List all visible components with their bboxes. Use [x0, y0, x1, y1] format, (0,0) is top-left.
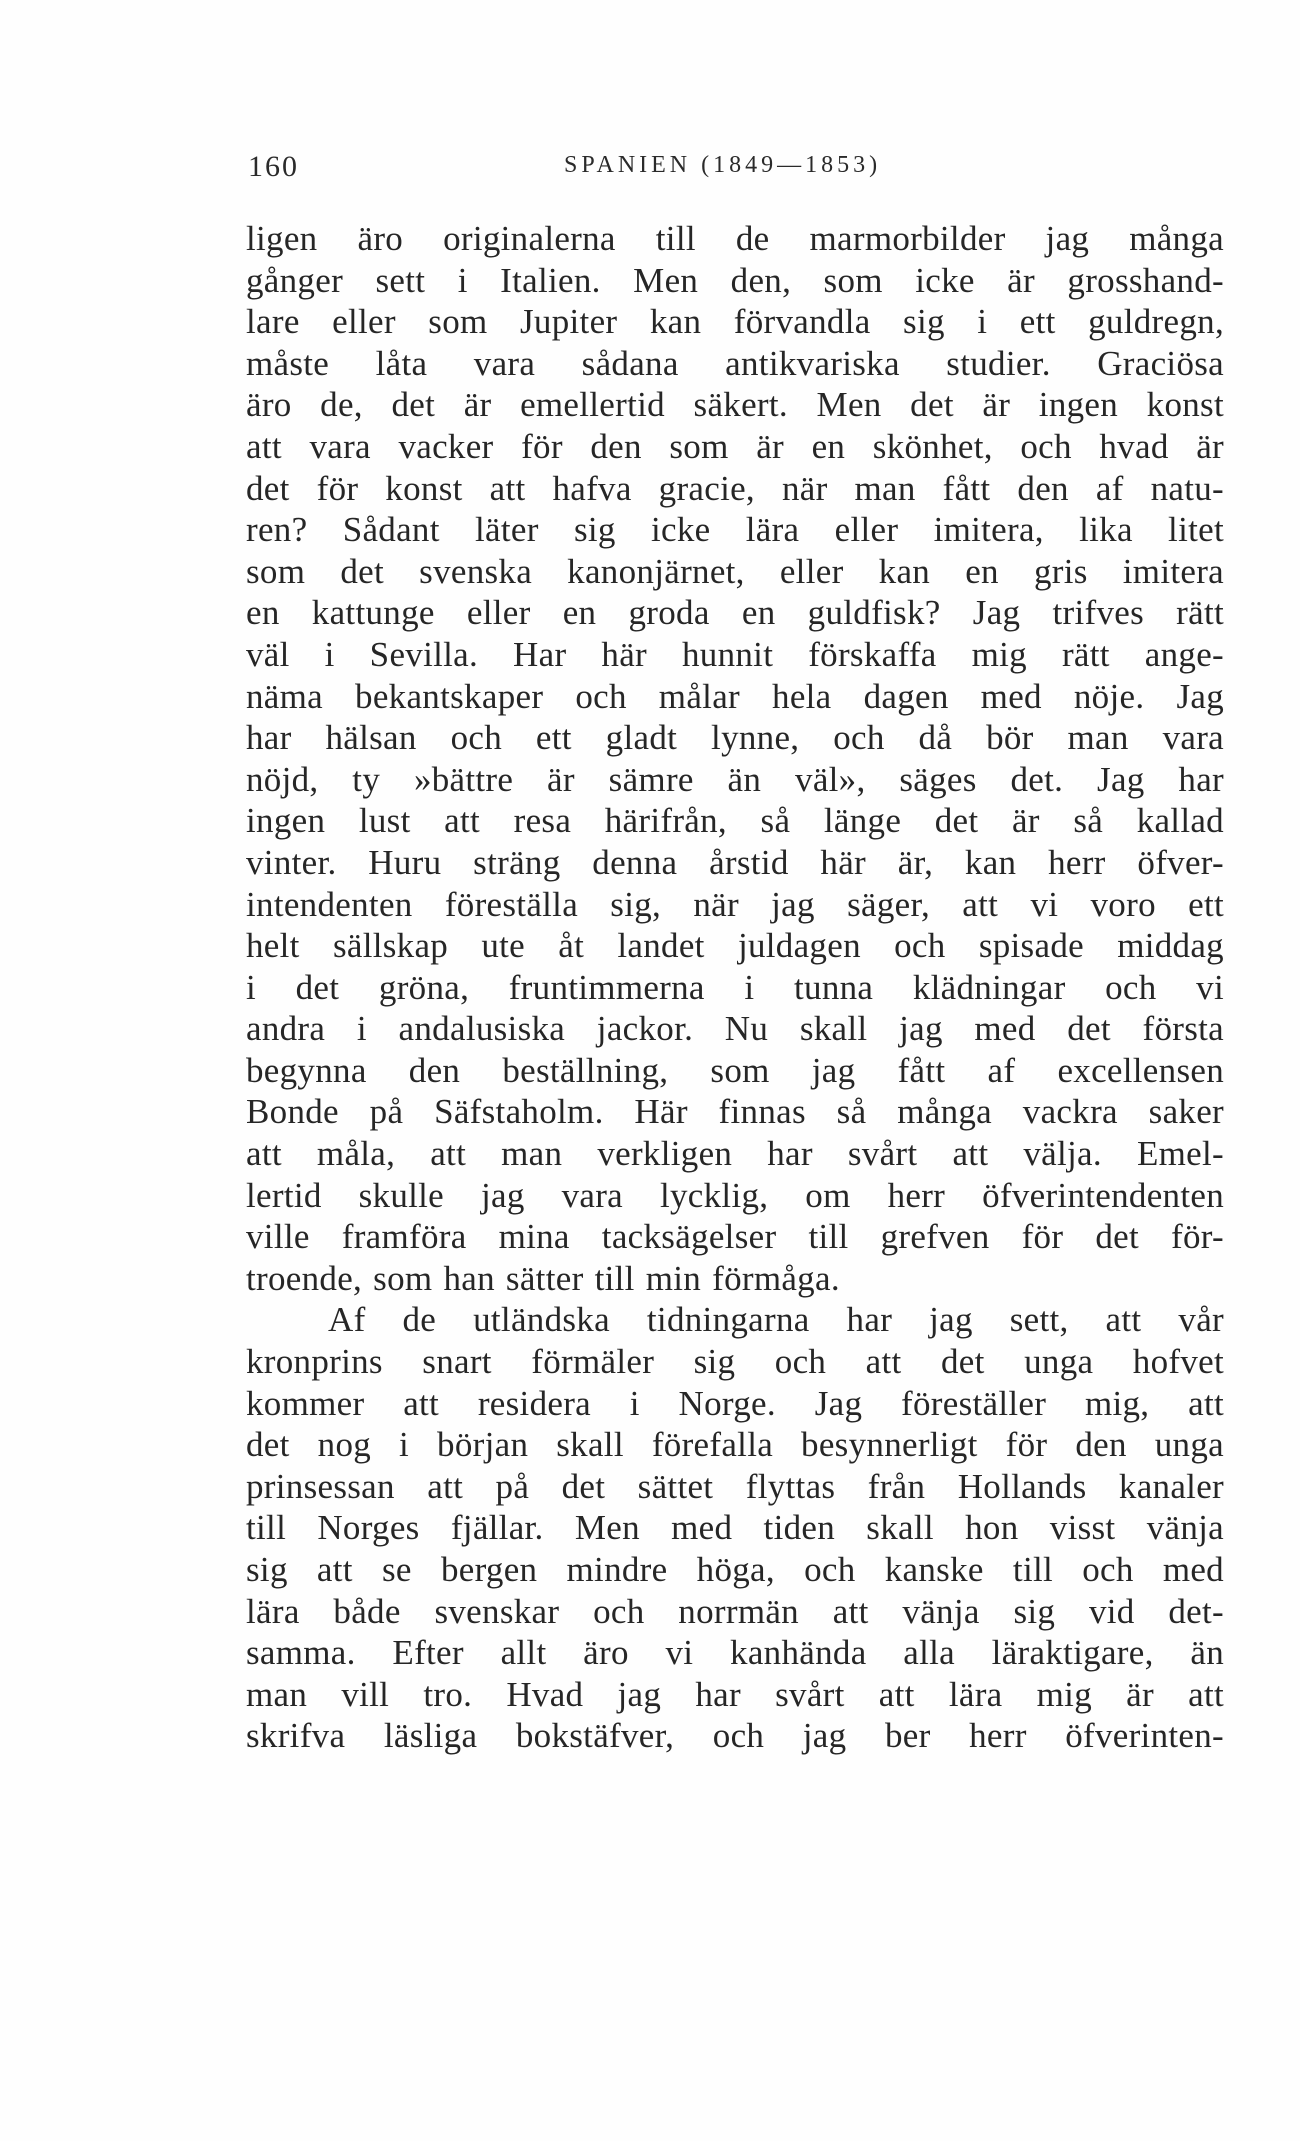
text-line: en kattunge eller en groda en guldfisk? Jag trifves rätt — [246, 593, 1224, 633]
text-line: lära både svenskar och norrmän att vänja sig vid det- — [246, 1591, 1224, 1631]
text-line: gånger sett i Italien. Men den, som icke är grosshand- — [246, 260, 1224, 300]
text-line: lertid skulle jag vara lycklig, om herr öfverintendenten — [246, 1175, 1224, 1215]
page-header — [248, 150, 1224, 190]
text-line: nöjd, ty »bättre är sämre än väl», säges det. Jag har — [246, 759, 1224, 799]
text-line: ligen äro originalerna till de marmorbilder jag många — [246, 219, 1224, 258]
text-line: har hälsan och ett gladt lynne, och då bör man vara — [246, 718, 1224, 758]
text-line: man vill tro. Hvad jag har svårt att lära mig är att — [246, 1674, 1224, 1714]
text-line: samma. Efter allt äro vi kanhända alla läraktigare, än — [246, 1633, 1224, 1673]
text-line: att vara vacker för den som är en skönhet, och hvad är — [246, 426, 1224, 466]
running-title: SPANIEN (1849—1853) — [564, 152, 882, 178]
text-line: det nog i början skall förefalla besynnerligt för den unga — [246, 1425, 1224, 1465]
text-line: troende, som han sätter till min förmåga. — [246, 1258, 840, 1298]
text-line: kronprins snart förmäler sig och att det unga hofvet — [246, 1342, 1224, 1382]
text-line: Bonde på Säfstaholm. Här finnas så många vackra saker — [246, 1092, 1224, 1132]
text-line: sig att se bergen mindre höga, och kanske till och med — [246, 1550, 1224, 1589]
text-line: ingen lust att resa härifrån, så länge det är så kallad — [246, 801, 1224, 841]
text-line: Af de utländska tidningarna har jag sett, att vår — [328, 1300, 1224, 1340]
text-line: näma bekantskaper och målar hela dagen med nöje. Jag — [246, 676, 1224, 716]
text-line: vinter. Huru sträng denna årstid här är, kan herr öfver- — [246, 842, 1224, 882]
text-line: intendenten föreställa sig, när jag säger, att vi voro ett — [246, 884, 1224, 924]
text-line: ren? Sådant läter sig icke lära eller imitera, lika litet — [246, 510, 1224, 550]
text-line: som det svenska kanonjärnet, eller kan en gris imitera — [246, 551, 1224, 591]
text-line: prinsessan att på det sättet flyttas från Hollands kanaler — [246, 1466, 1224, 1506]
text-line: ville framföra mina tacksägelser till grefven för det för- — [246, 1217, 1224, 1257]
text-line: äro de, det är emellertid säkert. Men det är ingen konst — [246, 385, 1224, 425]
text-line: helt sällskap ute åt landet juldagen och spisade middag — [246, 926, 1224, 966]
text-line: i det gröna, fruntimmerna i tunna klädningar och vi — [246, 967, 1224, 1007]
body-text — [246, 218, 1224, 1757]
text-line: det för konst att hafva gracie, när man fått den af natu- — [246, 468, 1224, 508]
text-line: skrifva läsliga bokstäfver, och jag ber herr öfverinten- — [246, 1716, 1224, 1756]
text-line: lare eller som Jupiter kan förvandla sig i ett guldregn, — [246, 302, 1224, 342]
text-line: måste låta vara sådana antikvariska studier. Graciösa — [246, 343, 1224, 383]
page-number: 160 — [248, 150, 299, 183]
text-line: kommer att residera i Norge. Jag föreställer mig, att — [246, 1383, 1224, 1423]
text-line: till Norges fjällar. Men med tiden skall hon visst vänja — [246, 1508, 1224, 1548]
text-line: begynna den beställning, som jag fått af excellensen — [246, 1050, 1224, 1090]
text-line: andra i andalusiska jackor. Nu skall jag med det första — [246, 1009, 1224, 1049]
text-line: väl i Sevilla. Har här hunnit förskaffa mig rätt ange- — [246, 634, 1224, 674]
text-line: att måla, att man verkligen har svårt att välja. Emel- — [246, 1134, 1224, 1174]
